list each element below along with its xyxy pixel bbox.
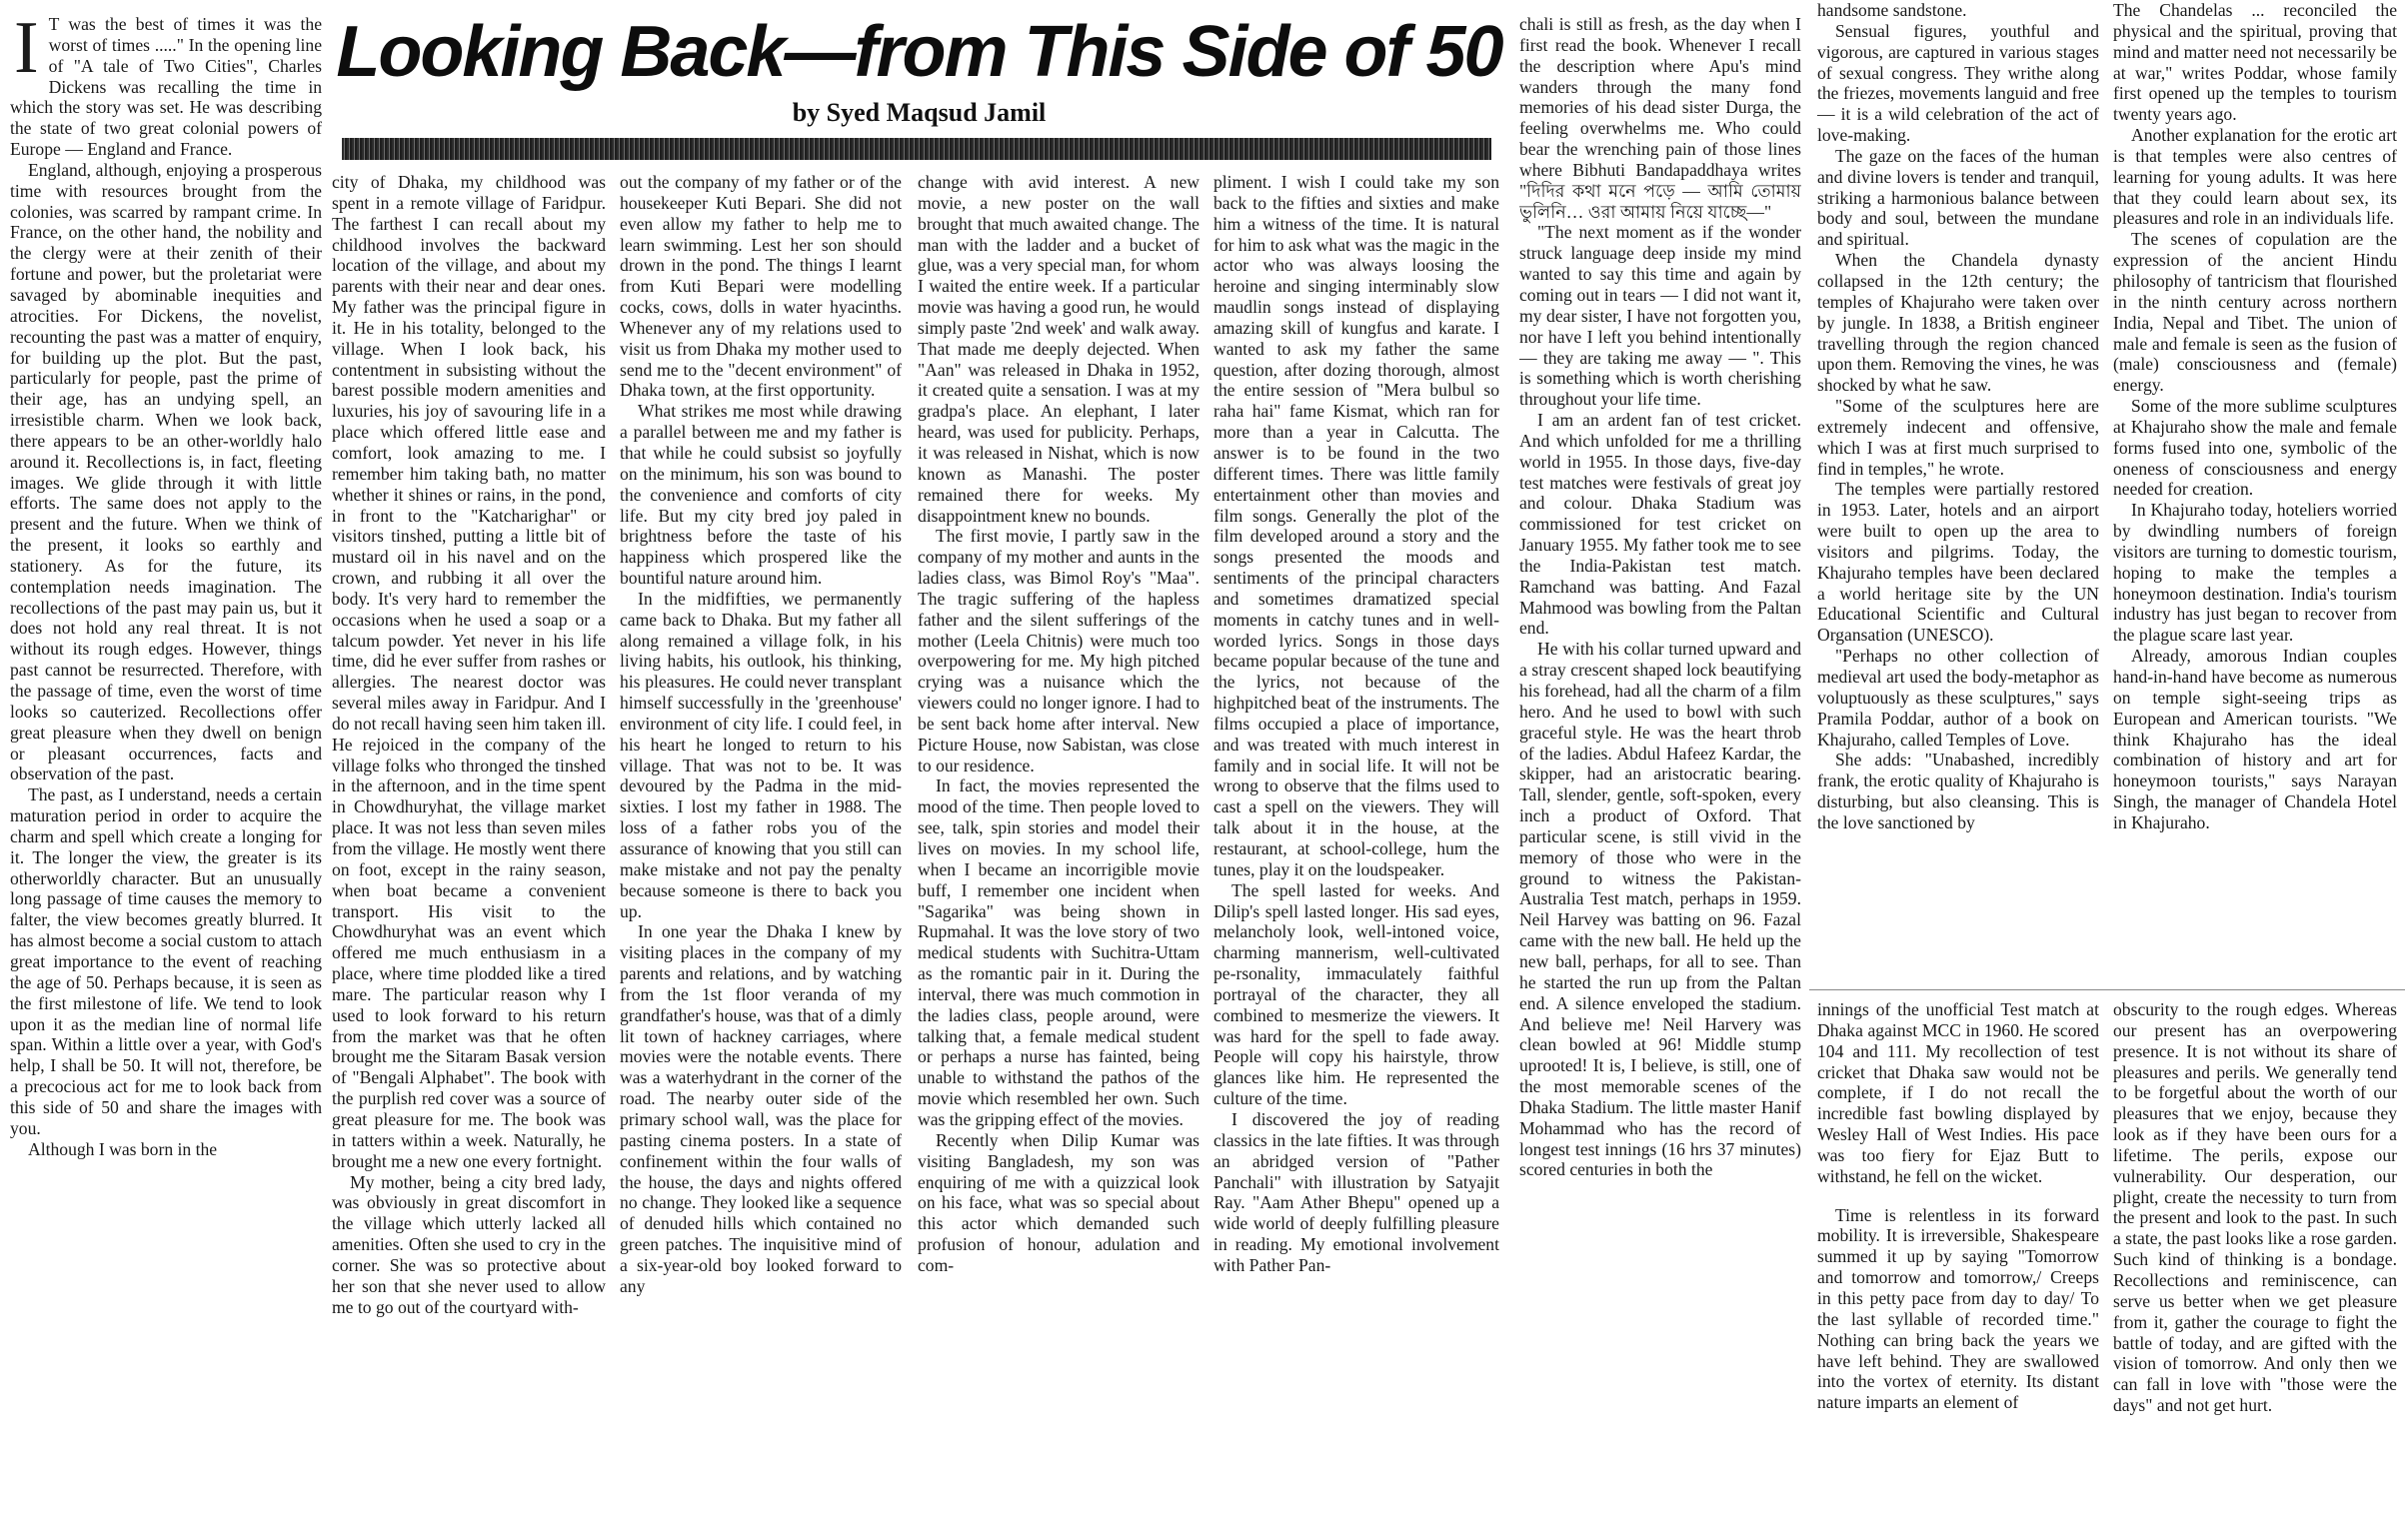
paragraph: T was the best of times it was the worst of times ....." In the opening line of "A tale of Two Cities", Charles Dickens was recalling the time in which the story was set. He was describing the state of two great colonial powers of Europe — England and France. xyxy=(10,14,322,160)
paragraph: "Some of the sculptures here are extremely indecent and offensive, which I was at first much surprised to find in temples," he wrote. xyxy=(1817,396,2099,479)
paragraph: I am an ardent fan of test cricket. And which unfolded for me a thrilling world in 1955. In those days, five-day test matches were festivals of great joy and colour. Dhaka Stadium was commissioned for test cricket on January 1955. My father took me to see the India-Pakistan test match. Ramchand was batting. And Fazal Mahmood was bowling from the Paltan end. xyxy=(1519,410,1801,639)
paragraph: Recently when Dilip Kumar was visiting Bangladesh, my son was enquiring of me with a quizzical look on his face, what was so special about this actor which demanded such profusion of honour, adulation and com- xyxy=(918,1129,1200,1275)
paragraph: Some of the more sublime sculptures at Khajuraho show the male and female forms fused into one, symbolic of the oneness of consciousness and energy needed for creation. xyxy=(2113,396,2397,500)
paragraph: The Chandelas ... reconciled the physical and the spiritual, proving that mind and matter need not necessarily be at war," writes Poddar, whose family first opened up the temples to tourism twenty years ago. xyxy=(2113,0,2397,125)
title-rule-bar xyxy=(342,138,1491,160)
paragraph: pliment. I wish I could take my son back to the fifties and sixties and make him a witness of the time. It is natural for him to ask what was the magic in the actor who was always loosing the heroine and singing interminably slow maudlin songs instead of displaying amazing skill of kungfus and karate. I wanted to ask my father the same question, after dozing thorough, almost the entire session of "Mera bulbul so raha hai" fame Kismat, which ran for more than a year in Calcutta. The answer is to be found in the two different times. There was little family entertainment other than movies and film songs. Generally the plot of the film developed around a story and the songs presented the moods and sentiments of the principal characters and sometimes dramatized special moments in catchy tunes and in well-worded lyrics. Songs in those days became popular because of the tune and the lyrics, not because of the highpitched beat of the instruments. The films occupied a place of importance, and was treated with much interest in family and in social life. It will not be wrong to observe that the films used to cast a spell on the viewers. They will talk about it in the house, at the restaurant, at school-college, hum the tunes, play it on the loudspeaker. xyxy=(1213,172,1499,879)
section-divider xyxy=(1809,989,2405,990)
paragraph: What strikes me most while drawing a parallel between me and my father is that while he could subsist so joyfully on the minimum, his son was bound to the convenience and comforts of city life. But my city bred joy paled in brightness before the taste of his happiness which prospered like the bountiful nature around him. xyxy=(620,401,902,589)
paragraph: The spell lasted for weeks. And Dilip's spell lasted longer. His sad eyes, melancholy look, well-intoned voice, charming mannerism, well-cultivated pe-rsonality, immaculately faithful portrayal of the character, they all combined to mesmerize the viewers. It was hard for the spell to fade away. People will copy his hairstyle, throw glances like him. He represented the culture of the time. xyxy=(1213,879,1499,1109)
paragraph: chali is still as fresh, as the day when I first read the book. Whenever I recall the description where Apu's mind wanders through the many fond memories of his dead sister Durga, the feeling overwhelms me. Who could bear the wrenching pain of those lines where Bibhuti Bandapaddhaya writes "দিদির কথা মনে পড়ে — আমি তোমায় ভুলিনি… ওরা আমায় নিয়ে যাচ্ছে—" xyxy=(1519,14,1801,222)
article-byline: by Syed Maqsud Jamil xyxy=(792,98,1047,127)
drop-cap: I xyxy=(14,14,39,89)
paragraph: out the company of my father or of the housekeeper Kuti Bepari. She did not even allow my father to help me to learn swimming. Lest her son should drown in the pond. The things I learnt from Kuti Bepari were modelling cocks, cows, dolls in water hyacinths. Whenever any of my relations used to visit us from Dhaka my mother used to send me to the "decent environment" of Dhaka town, at the first opportunity. xyxy=(620,172,902,401)
column-8-upper xyxy=(2113,0,2397,979)
paragraph: I discovered the joy of reading classics in the late fifties. It was through an abridged version of "Pather Panchali" with illustration by Satyajit Ray. "Aam Ather Bhepu" opened up a wide world of deeply fulfilling pleasure in reading. My emotional involvement with Pather Pan- xyxy=(1213,1108,1499,1275)
column-7-upper xyxy=(1817,0,2099,979)
paragraph: In Khajuraho today, hoteliers worried by dwindling numbers of foreign visitors are turning to domestic tourism, hoping to make the temples a honeymoon destination. India's tourism industry has just began to recover from the plague scare last year. xyxy=(2113,500,2397,646)
paragraph: When the Chandela dynasty collapsed in the 12th century; the temples of Khajuraho were taken over by jungle. In 1838, a British engineer travelling through the region chanced upon them. Removing the vines, he was shocked by what he saw. xyxy=(1817,250,2099,396)
paragraph: She adds: "Unabashed, incredibly frank, the erotic quality of Khajuraho is disturbing, but also cleansing. This is the love sanctioned by xyxy=(1817,750,2099,832)
paragraph: "The next moment as if the wonder struck language deep inside my mind wanted to say this time and again by coming out in tears — I did not want it, my dear sister, I have not forgotten you, nor have I left you behind intentionally — they are taking me away — ". This is something which is worth cherishing throughout your life time. xyxy=(1519,222,1801,410)
paragraph: Sensual figures, youthful and vigorous, are captured in various stages of sexual congress. They writhe along the friezes, movements languid and free — it is a wild celebration of the act of love-making. xyxy=(1817,20,2099,146)
paragraph: In one year the Dhaka I knew by visiting places in the company of my parents and relations, and by watching from the 1st floor veranda of my grandfather's house, was that of a dimly lit town of hackney carriages, where movies were the notable events. There was a waterhydrant in the corner of the road. The nearby outer side of the primary school wall, was the place for pasting cinema posters. In a state of confinement within the four walls of the house, the days and nights offered no change. They looked like a sequence of denuded hills which contained no green patches. The inquisitive mind of a six-year-old boy looked forward to any xyxy=(620,921,902,1296)
column-2 xyxy=(332,172,606,1533)
paragraph: He with his collar turned upward and a stray crescent shaped lock beautifying his forehead, had all the charm of a film hero. And he used to bowl with such graceful style. He was the heart throb of the ladies. Abdul Hafeez Kardar, the skipper, had an aristocratic bearing. Tall, slender, gentle, soft-spoken, every inch a product of Oxford. That particular scene, is still vivid in the memory of those who were in the ground to witness the Pakistan-Australia Test match, perhaps in 1959. Neil Harvey was batting on 96. Fazal came with the new ball. He held up the new ball, perhaps, for all to see. Than he started the run up from the Paltan end. A silence enveloped the stadium. And believe me! Neil Harvery was clean bowled at 96! Middle stump uprooted! It is, I believe, is still, one of the most memorable scenes of the Dhaka Stadium. The little master Hanif Mohammad who has the record of longest test innings (16 hrs 37 minutes) scored centuries in both the xyxy=(1519,639,1801,1180)
paragraph: The scenes of copulation are the expression of the ancient Hindu philosophy of tantricism that flourished in the ninth century across northern India, Nepal and Tibet. The union of male and female is seen as the fusion of (male) consciousness and (female) energy. xyxy=(2113,229,2397,396)
paragraph: England, although, enjoying a prosperous time with resources brought from the colonies, was scarred by rampant crime. In France, on the other hand, the nobility and the clergy were at their zenith of their fortune and power, but the proletariat were savaged by abominable inequities and atrocities. For Dickens, the novelist, recounting the past was a matter of enquiry, for building up the plot. But the past, particularly for people, past the prime of their age, has an undying spell, an irresistible charm. When we look back, there appears to be an other-worldly halo around it. Recollections is, in fact, fleeting images. We glide through it with little efforts. The same does not apply to the present and the future. When we think of the present, it looks so earthly and stationery. As for the future, its contemplation needs imagination. The recollections of the past may pain us, but it does not hold any real threat. It is not without its rough edges. However, things past cannot be resurrected. Therefore, with the passage of time, even the worst of time looks so cauterized. Recollections offer great pleasure when they dwell on benign or pleasant occurrences, facts and observation of the past. xyxy=(10,159,322,784)
paragraph: innings of the unofficial Test match at Dhaka against MCC in 1960. He scored 104 and 111. My recollection of test cricket that Dhaka saw would not be complete, if I do not recall the incredible fast bowling displayed by Wesley Hall of West Indies. His pace was too fiery for Ejaz Butt to withstand, he fell on the wicket. xyxy=(1817,999,2099,1186)
paragraph: change with avid interest. A new movie, a new poster on the wall brought that much awaited change. The man with the ladder and a bucket of glue, was a very special man, for whom I waited the entire week. If a particular movie was having a good run, he would simply paste '2nd week' and walk away. That made me deeply dejected. When "Aan" was released in Dhaka in 1952, it created quite a sensation. I was at my gradpa's place. An elephant, I later heard, was used for publicity. Perhaps, it was released in Nishat, which is now known as Manashi. The poster remained there for weeks. My disappointment knew no bounds. xyxy=(918,172,1200,526)
paragraph: "Perhaps no other collection of medieval art used the body-metaphor as voluptuously as these sculptures," says Pramila Poddar, author of a book on Khajuraho, called Temples of Love. xyxy=(1817,646,2099,750)
paragraph: Already, amorous Indian couples hand-in-hand have become as numerous on temple sight-seeing trips as European and American tourists. "We think Khajuraho has the ideal combination of history and art for honeymoon tourists," says Narayan Singh, the manager of Chandela Hotel in Khajuraho. xyxy=(2113,646,2397,832)
paragraph: Although I was born in the xyxy=(28,1138,218,1159)
paragraph: handsome sandstone. xyxy=(1817,0,1967,20)
paragraph: In the midfifties, we permanently came back to Dhaka. But my father all along remained a village folk, in his living habits, his outlook, his thinking, his pleasures. He could never transplant himself successfully in the 'greenhouse' environment of city life. I could feel, in his heart he longed to return to his village. That was not to be. It was devoured by the Padma in the mid-sixties. I lost my father in 1988. The loss of a father robs you of the assurance of knowing that you still can make mistake and not pay the penalty because someone is there to back you up. xyxy=(620,588,902,921)
paragraph: city of Dhaka, my childhood was spent in a remote village of Faridpur. The farthest I can recall about my childhood involves the backward location of the village, and about my parents with their near and dear ones. My father was the principal figure in it. He in his totality, belonged to the village. When I look back, his contentment in subsisting without the barest possible modern amenities and luxuries, his joy of savouring life in a place which offered little ease and comfort, look amazing to me. I remember him taking bath, no matter whether it shines or rains, in the pond, in front to the "Katcharighar" or visitors tinshed, putting a little bit of mustard oil in his navel and on the crown, and rubbing it all over the body. It's very hard to remember the occasions when he used a soap or a talcum powder. Yet never in his life time, did he ever suffer from rashes or allergies. The nearest doctor was several miles away in Faridpur. And I do not recall having seen him taken ill. He rejoiced in the company of the village folks who thronged the tinshed in the afternoon, and in the time spent in Chowdhuryhat, the village market place. It was not less than seven miles from the village. He mostly went there on foot, except in the rainy season, when boat became a convenient transport. His visit to the Chowdhuryhat was an event which offered me much enthusiasm in a place, where time plodded like a tired mare. The particular reason why I used to look forward to his return from the market was that he often brought me the Sitaram Basak version of "Bengali Alphabet". The book with the purplish red cover was a source of great pleasure for me. The book was in tatters within a week. Naturally, he brought me a new one every fortnight. xyxy=(332,172,606,1171)
paragraph: In fact, the movies represented the mood of the time. Then people loved to see, talk, spin stories and model their lives on movies. In my school life, when I became an incorrigible movie buff, I remember one incident when "Sagarika" was being shown in Rupmahal. It was the love story of two medical students with Suchitra-Uttam as the romantic pair in it. During the interval, there was much commotion in the ladies class, people around, were talking that, a female medical student or perhaps a nurse has fainted, being unable to withstand the pathos of the movie which resembled her own. Such was the gripping effect of the movies. xyxy=(918,775,1200,1129)
column-7-lower xyxy=(1817,999,2099,1533)
column-8-lower xyxy=(2113,999,2397,1533)
column-4 xyxy=(918,172,1200,1533)
column-5 xyxy=(1213,172,1499,1533)
column-6 xyxy=(1519,14,1801,1533)
paragraph: My mother, being a city bred lady, was obviously in great discomfort in the village which utterly lacked all amenities. Often she used to cry in the corner. She was so protective about her son that she never used to allow me to go out of the courtyard with- xyxy=(332,1171,606,1317)
paragraph: The gaze on the faces of the human and divine lovers is tender and tranquil, striking a harmonious balance between body and soul, between the mundane and spiritual. xyxy=(1817,145,2099,250)
paragraph: The past, as I understand, needs a certain maturation period in order to acquire the charm and spell which create a longing for it. The longer the view, the greater is its otherworldly character. But an unusually long passage of time causes the memory to falter, the view becomes greatly blurred. It has almost become a social custom to attach great importance to the event of reaching the age of 50. Perhaps because, it is seen as the first milestone of life. We tend to look upon it as the median line of normal life span. Within a little over a year, with God's help, I shall be 50. It will not, therefore, be a precocious act for me to look back from this side of 50 and share the images with you. xyxy=(10,784,322,1138)
column-3 xyxy=(620,172,902,1533)
article-title: Looking Back—from This Side of 50 xyxy=(336,12,1502,92)
paragraph: obscurity to the rough edges. Whereas our present has an overpowering presence. It is not without its share of pleasures and perils. We generally tend to be forgetful about the worth of our pleasures that we enjoy, because they look as if they have been ours for a lifetime. The perils, expose our vulnerability. Our desperation, our plight, create the necessity to turn from the present and look to the past. In such a state, the past looks like a rose garden. Such kind of thinking is a bondage. Recollections and reminiscence, can serve us better when we get pleasure from it, gather the courage to fight the battle of today, and are gifted with the vision of tomorrow. And only then we can fall in love with "those were the days" and not get hurt. xyxy=(2113,999,2397,1416)
column-1 xyxy=(10,14,322,1533)
paragraph: The temples were partially restored in 1953. Later, hotels and an airport were built to open up the area to visitors and pilgrims. Today, the Khajuraho temples have been declared a world heritage site by the UN Educational Scientific and Cultural Organsation (UNESCO). xyxy=(1817,479,2099,646)
paragraph: Another explanation for the erotic art is that temples were also centres of learning for young adults. It was here that they could learn about sex, its pleasures and role in an individuals life. xyxy=(2113,125,2397,229)
paragraph: The first movie, I partly saw in the company of my mother and aunts in the ladies class, was Bimol Roy's "Maa". The tragic suffering of the hapless father and the silent sufferings of the mother (Leela Chitnis) were much too overpowering for me. My high pitched crying was a nuisance which the viewers could no longer ignore. I had to be sent back home after interval. New Picture House, now Sabistan, was close to our residence. xyxy=(918,526,1200,775)
paragraph: Time is relentless in its forward mobility. It is irreversible, Shakespeare summed it up by saying "Tomorrow and tomorrow and tomorrow,/ Creeps in this petty pace from day to day/ To the last syllable of recorded time." Nothing can bring back the years we have left behind. They are swallowed into the vortex of eternity. Its distant nature imparts an element of xyxy=(1817,1204,2099,1413)
